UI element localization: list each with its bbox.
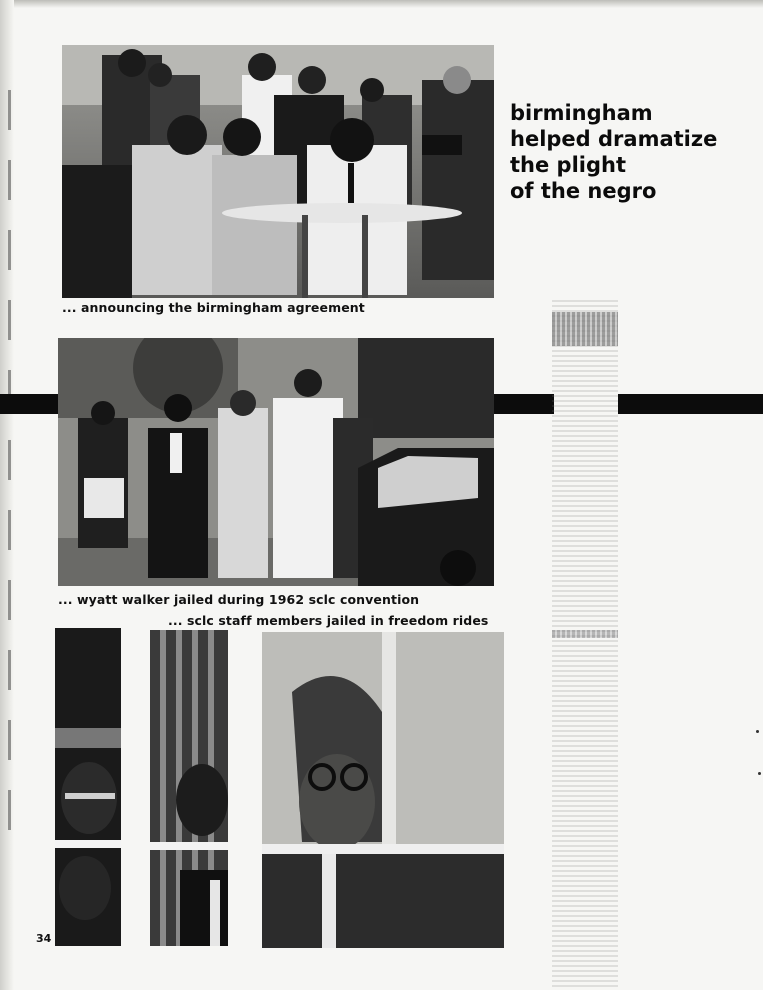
bleed-through-column	[552, 300, 618, 990]
photo-jailed-staff-3	[262, 632, 504, 948]
caption-birmingham-agreement: ... announcing the birmingham agreement	[62, 300, 365, 315]
headline-line-2: helped dramatize	[510, 127, 718, 151]
headline-line-3: the plight	[510, 153, 626, 177]
dust-speck	[758, 772, 761, 775]
page-number: 34	[36, 932, 52, 945]
photo-wyatt-walker-arrest	[58, 338, 494, 586]
black-band-middle	[492, 394, 554, 414]
caption-sclc-staff: ... sclc staff members jailed in freedom rides	[168, 613, 489, 628]
bleed-through-block	[552, 630, 618, 638]
black-band-right	[618, 394, 763, 414]
dust-speck	[756, 730, 759, 733]
photo-birmingham-agreement	[62, 45, 494, 298]
photo-jailed-staff-2	[150, 630, 228, 946]
caption-wyatt-walker: ... wyatt walker jailed during 1962 sclc convention	[58, 592, 420, 607]
headline-line-1: birmingham	[510, 101, 653, 125]
photo-jailed-staff-1	[55, 628, 121, 946]
bleed-through-block	[552, 312, 618, 346]
page-top-edge	[0, 0, 763, 8]
headline	[510, 100, 750, 204]
page-binding-edge	[0, 0, 14, 990]
black-band-left	[0, 394, 60, 414]
headline-line-4: of the negro	[510, 179, 657, 203]
